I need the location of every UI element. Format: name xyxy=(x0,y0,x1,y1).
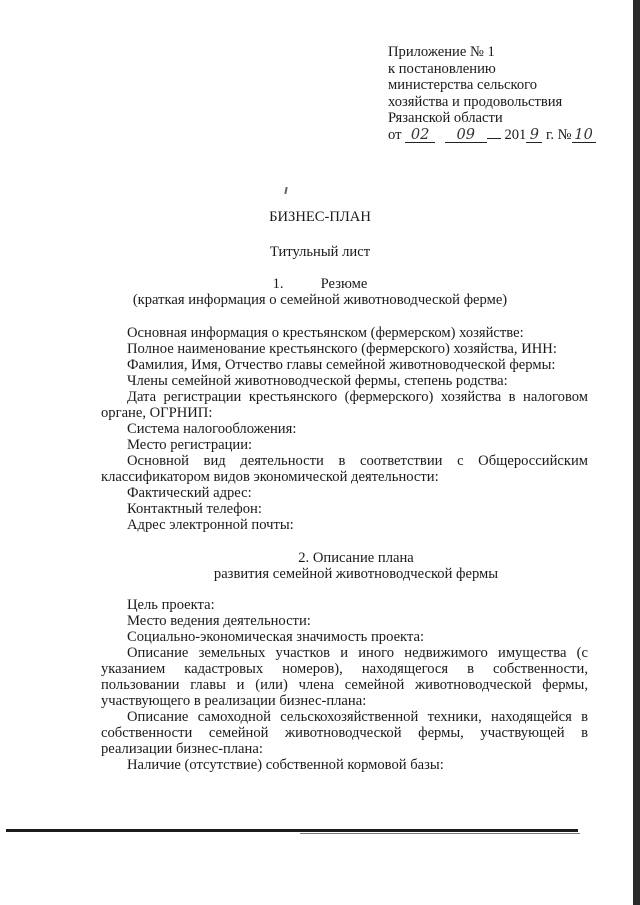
date-day-field: 02 xyxy=(405,128,435,143)
machinery-label-line-3: реализации бизнес-плана: xyxy=(101,741,263,757)
actual-address-label: Фактический адрес: xyxy=(127,485,252,501)
scan-speck xyxy=(284,187,287,194)
date-month-field: 09 xyxy=(445,128,487,143)
full-name-label: Полное наименование крестьянского (фермерского) хозяйства, ИНН: xyxy=(127,341,557,357)
tax-system-label: Система налогообложения: xyxy=(127,421,297,437)
section-2-title-line-1: 2. Описание плана xyxy=(298,550,414,566)
section-2-title-line-2: развития семейной животноводческой фермы xyxy=(213,566,499,582)
scan-edge xyxy=(633,0,640,905)
phone-label: Контактный телефон: xyxy=(127,501,262,517)
number-label: № xyxy=(557,126,572,143)
land-label-line-1: Описание земельных участков и иного недвижимого имущества (с xyxy=(127,645,588,661)
date-gap-underline xyxy=(487,138,501,139)
year-prefix: 201 xyxy=(504,126,527,143)
goal-label: Цель проекта: xyxy=(127,597,215,613)
members-label: Члены семейной животноводческой фермы, степень родства: xyxy=(127,373,508,389)
bottom-rule-thin xyxy=(300,833,580,834)
attachment-line-4: хозяйства и продовольствия xyxy=(388,93,563,110)
document-subtitle: Титульный лист xyxy=(269,244,371,260)
document-title: БИЗНЕС-ПЛАН xyxy=(269,209,371,225)
activity-label-line-2: классификатором видов экономической деятельности: xyxy=(101,469,439,485)
year-digit-field: 9 xyxy=(526,128,542,143)
place-label: Место ведения деятельности: xyxy=(127,613,311,629)
machinery-label-line-2: собственности семейной животноводческой фермы, участвующей в xyxy=(101,725,588,741)
section-1-subtitle: (краткая информация о семейной животноводческой ферме) xyxy=(132,292,508,308)
reg-date-label-line-2: органе, ОГРНИП: xyxy=(101,405,213,421)
attachment-line-1: Приложение № 1 xyxy=(388,44,495,60)
activity-label-line-1: Основной вид деятельности в соответствии с Общероссийским xyxy=(127,453,588,469)
email-label: Адрес электронной почты: xyxy=(127,517,294,533)
land-label-line-4: участвующего в реализации бизнес-плана: xyxy=(101,693,367,709)
significance-label: Социально-экономическая значимость проекта: xyxy=(127,629,425,645)
feed-base-label: Наличие (отсутствие) собственной кормовой базы: xyxy=(127,757,444,773)
reg-place-label: Место регистрации: xyxy=(127,437,253,453)
head-name-label: Фамилия, Имя, Отчество главы семейной животноводческой фермы: xyxy=(127,357,556,373)
section-1-title: Резюме xyxy=(320,276,368,292)
land-label-line-3: пользовании главы и (или) члена семейной животноводческой фермы, xyxy=(101,677,588,693)
number-field: 10 xyxy=(572,128,596,143)
year-suffix: г. xyxy=(546,126,554,143)
date-prefix: от xyxy=(388,126,402,143)
attachment-line-3: министерства сельского xyxy=(388,77,538,94)
section-1-number: 1. xyxy=(272,276,284,292)
bottom-rule xyxy=(6,829,578,832)
machinery-label-line-1: Описание самоходной сельскохозяйственной техники, находящейся в xyxy=(127,709,588,725)
attachment-date-line xyxy=(388,127,596,144)
reg-date-label-line-1: Дата регистрации крестьянского (фермерского) хозяйства в налоговом xyxy=(127,389,588,405)
land-label-line-2: указанием кадастровых номеров), находящегося в собственности, xyxy=(101,661,588,677)
attachment-line-2: к постановлению xyxy=(388,60,496,77)
attachment-stamp xyxy=(388,44,596,144)
main-info-label: Основная информация о крестьянском (фермерском) хозяйстве: xyxy=(127,325,524,341)
attachment-line-5: Рязанской области xyxy=(388,110,503,127)
section-1-heading xyxy=(0,276,640,292)
